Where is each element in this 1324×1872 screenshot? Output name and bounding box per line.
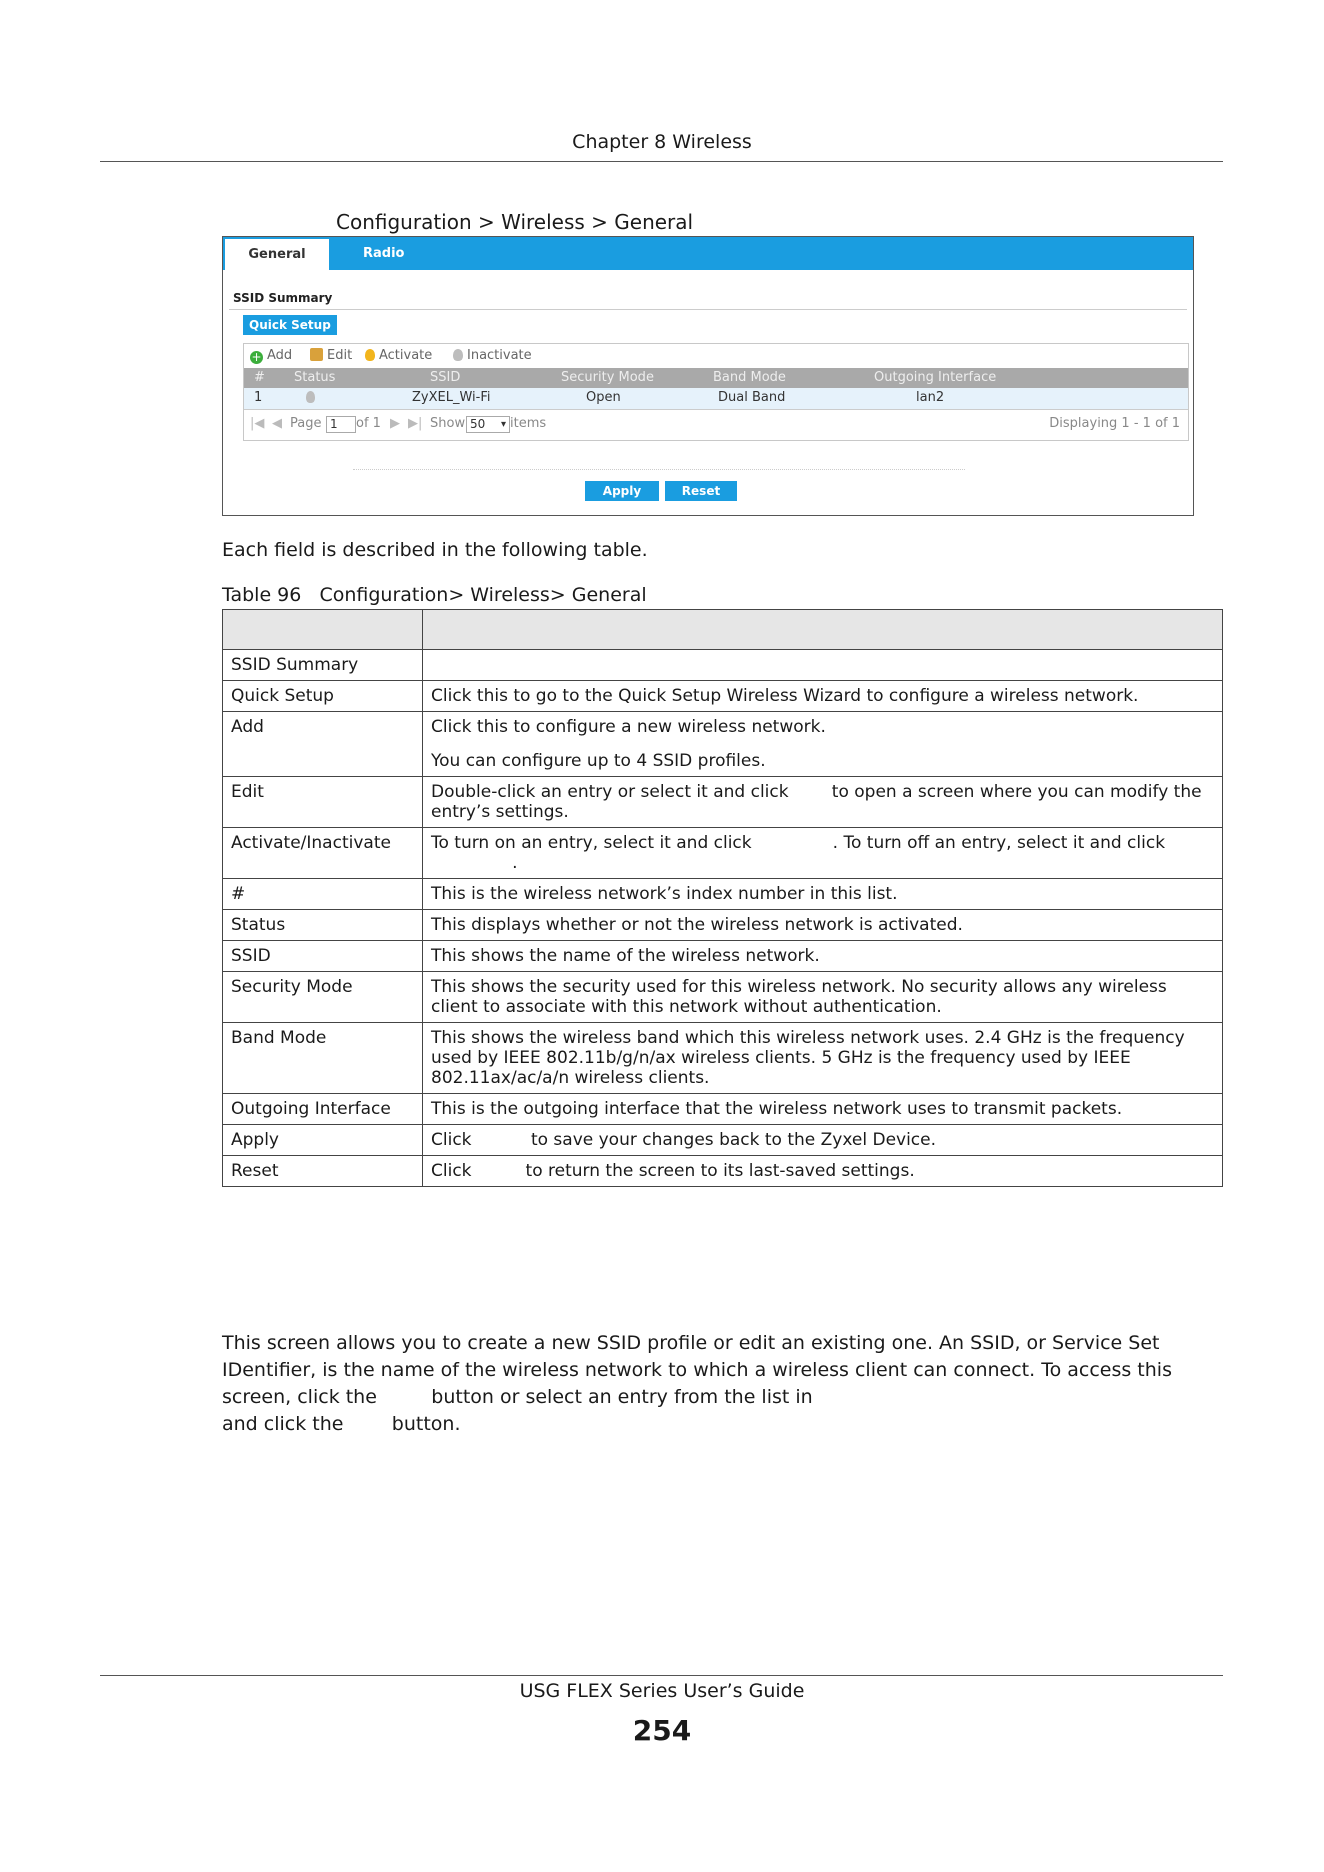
field-description-cell xyxy=(423,650,1223,681)
description-text: Double-click an entry or select it and click to open a screen where you can modify the entry’s settings. xyxy=(431,782,1207,822)
first-page-icon[interactable]: |◀ xyxy=(250,416,265,431)
reset-button[interactable]: Reset xyxy=(665,481,737,501)
intro-text: Each field is described in the following table. xyxy=(222,539,648,561)
description-text: This displays whether or not the wireless network is activated. xyxy=(431,915,963,935)
grid-toolbar xyxy=(244,344,1188,368)
field-name-cell: Activate/Inactivate xyxy=(223,828,423,879)
col-outgoing-interface[interactable]: Outgoing Interface xyxy=(874,370,997,385)
inactivate-button[interactable] xyxy=(453,348,532,364)
chevron-down-icon: ▾ xyxy=(500,419,506,430)
field-name-cell: Security Mode xyxy=(223,972,423,1023)
edit-label: Edit xyxy=(327,348,353,363)
row-ssid: ZyXEL_Wi-Fi xyxy=(412,390,491,405)
field-name-cell: Quick Setup xyxy=(223,681,423,712)
activate-label: Activate xyxy=(379,348,433,363)
footer-rule xyxy=(100,1675,1223,1676)
header-label-cell xyxy=(223,610,423,650)
body-paragraph xyxy=(222,1330,1222,1438)
page-size-select[interactable] xyxy=(466,416,510,433)
table-row xyxy=(223,681,1223,712)
tab-bar xyxy=(223,237,1193,270)
last-page-icon[interactable]: ▶| xyxy=(408,416,423,431)
field-name-cell: Add xyxy=(223,712,423,777)
field-description-cell xyxy=(423,879,1223,910)
page-label: Page xyxy=(290,416,322,431)
inactivate-label: Inactivate xyxy=(467,348,532,363)
bulb-on-icon xyxy=(365,349,375,361)
add-button[interactable] xyxy=(250,348,292,364)
footer-guide-title: USG FLEX Series User’s Guide xyxy=(519,1680,805,1702)
table-row xyxy=(223,1023,1223,1094)
figure-caption: Configuration > Wireless > General xyxy=(336,210,694,234)
description-text: This is the wireless network’s index number in this list. xyxy=(431,884,898,904)
page-size-value: 50 xyxy=(470,417,486,431)
description-text: To turn on an entry, select it and click . To turn off an entry, select it and click xyxy=(431,833,1166,853)
field-name-cell: SSID xyxy=(223,941,423,972)
col-index[interactable]: # xyxy=(254,370,265,385)
header-desc-cell xyxy=(423,610,1223,650)
table-row xyxy=(223,828,1223,879)
description-text: . xyxy=(431,853,518,873)
field-description-cell xyxy=(423,1156,1223,1187)
field-description-cell xyxy=(423,910,1223,941)
field-name-cell: Band Mode xyxy=(223,1023,423,1094)
bulb-off-icon xyxy=(306,391,315,403)
ssid-summary-label: SSID Summary xyxy=(233,291,333,305)
paragraph-line: screen, click the button or select an entry from the list in xyxy=(222,1386,813,1408)
table-row xyxy=(223,650,1223,681)
field-description-cell xyxy=(423,1023,1223,1094)
table-row xyxy=(223,879,1223,910)
items-label: items xyxy=(510,416,547,431)
button-divider xyxy=(353,469,965,470)
section-divider xyxy=(229,309,1187,310)
paragraph-line: and click the button. xyxy=(222,1413,461,1435)
table-row xyxy=(223,1156,1223,1187)
table-header-row xyxy=(223,610,1223,650)
field-description-cell xyxy=(423,1094,1223,1125)
description-text: Click to save your changes back to the Zyxel Device. xyxy=(431,1130,937,1150)
row-index: 1 xyxy=(254,390,263,405)
table-row xyxy=(223,910,1223,941)
field-name-cell: # xyxy=(223,879,423,910)
table-row xyxy=(223,1094,1223,1125)
paragraph-line: IDentifier, is the name of the wireless network to which a wireless client can connect. To access this xyxy=(222,1359,1172,1381)
table-row xyxy=(223,712,1223,777)
description-text: This is the outgoing interface that the wireless network uses to transmit packets. xyxy=(431,1099,1123,1119)
tab-general[interactable]: General xyxy=(225,239,329,270)
edit-icon xyxy=(310,348,323,361)
page-number: 254 xyxy=(632,1714,692,1747)
pager xyxy=(244,412,1188,436)
field-name-cell: Edit xyxy=(223,777,423,828)
table-row xyxy=(223,941,1223,972)
col-status[interactable]: Status xyxy=(294,370,336,385)
paragraph-line: This screen allows you to create a new SSID profile or edit an existing one. An SSID, or Service Set xyxy=(222,1332,1160,1354)
table-row xyxy=(223,972,1223,1023)
edit-button[interactable] xyxy=(310,348,352,364)
field-description-cell xyxy=(423,941,1223,972)
header-rule xyxy=(100,161,1223,162)
field-description-cell xyxy=(423,828,1223,879)
field-description-cell xyxy=(423,1125,1223,1156)
col-security-mode[interactable]: Security Mode xyxy=(561,370,654,385)
page-count: of 1 xyxy=(356,416,381,431)
screenshot-frame xyxy=(222,236,1194,516)
description-text: Click to return the screen to its last-saved settings. xyxy=(431,1161,915,1181)
field-name-cell: Apply xyxy=(223,1125,423,1156)
prev-page-icon[interactable]: ◀ xyxy=(272,416,282,431)
description-text: Click this to go to the Quick Setup Wireless Wizard to configure a wireless network. xyxy=(431,686,1139,706)
col-ssid[interactable]: SSID xyxy=(430,370,461,385)
field-description-cell xyxy=(423,681,1223,712)
tab-radio[interactable]: Radio xyxy=(363,246,405,261)
field-description-table xyxy=(222,609,1223,1187)
field-name-cell: SSID Summary xyxy=(223,650,423,681)
table-row xyxy=(223,777,1223,828)
field-description-cell xyxy=(423,972,1223,1023)
apply-button[interactable]: Apply xyxy=(585,481,659,501)
ssid-grid xyxy=(243,343,1189,441)
next-page-icon[interactable]: ▶ xyxy=(390,416,400,431)
add-label: Add xyxy=(267,348,293,363)
row-band-mode: Dual Band xyxy=(718,390,786,405)
field-description-cell xyxy=(423,712,1223,777)
page-input[interactable]: 1 xyxy=(326,416,356,433)
bulb-off-icon xyxy=(453,349,463,361)
table-caption: Table 96 Configuration> Wireless> General xyxy=(222,584,647,606)
chapter-header: Chapter 8 Wireless xyxy=(572,131,752,153)
grid-header xyxy=(244,368,1188,388)
description-text: This shows the security used for this wireless network. No security allows any wireless client to associate with this network without authentication. xyxy=(431,977,1173,1017)
field-description-cell xyxy=(423,777,1223,828)
table-row[interactable] xyxy=(244,388,1188,410)
show-label: Show xyxy=(430,416,466,431)
description-text: Click this to configure a new wireless network. xyxy=(431,717,826,737)
field-name-cell: Status xyxy=(223,910,423,941)
activate-button[interactable] xyxy=(365,348,432,364)
row-outgoing-interface: lan2 xyxy=(916,390,945,405)
quick-setup-button[interactable]: Quick Setup xyxy=(243,315,337,335)
row-security-mode: Open xyxy=(586,390,621,405)
field-name-cell: Reset xyxy=(223,1156,423,1187)
description-text: This shows the name of the wireless network. xyxy=(431,946,820,966)
description-text: You can configure up to 4 SSID profiles. xyxy=(431,751,766,771)
description-text: This shows the wireless band which this wireless network uses. 2.4 GHz is the frequency used by IEEE 802.11b/g/n/ax wireless clients. 5 GHz is the frequency used by IEEE 802.11ax/ac/a/n wireless clients. xyxy=(431,1028,1191,1088)
displaying-status: Displaying 1 - 1 of 1 xyxy=(1049,416,1180,431)
row-status xyxy=(306,388,315,408)
col-band-mode[interactable]: Band Mode xyxy=(713,370,786,385)
field-name-cell: Outgoing Interface xyxy=(223,1094,423,1125)
plus-icon: + xyxy=(251,350,262,364)
table-row xyxy=(223,1125,1223,1156)
